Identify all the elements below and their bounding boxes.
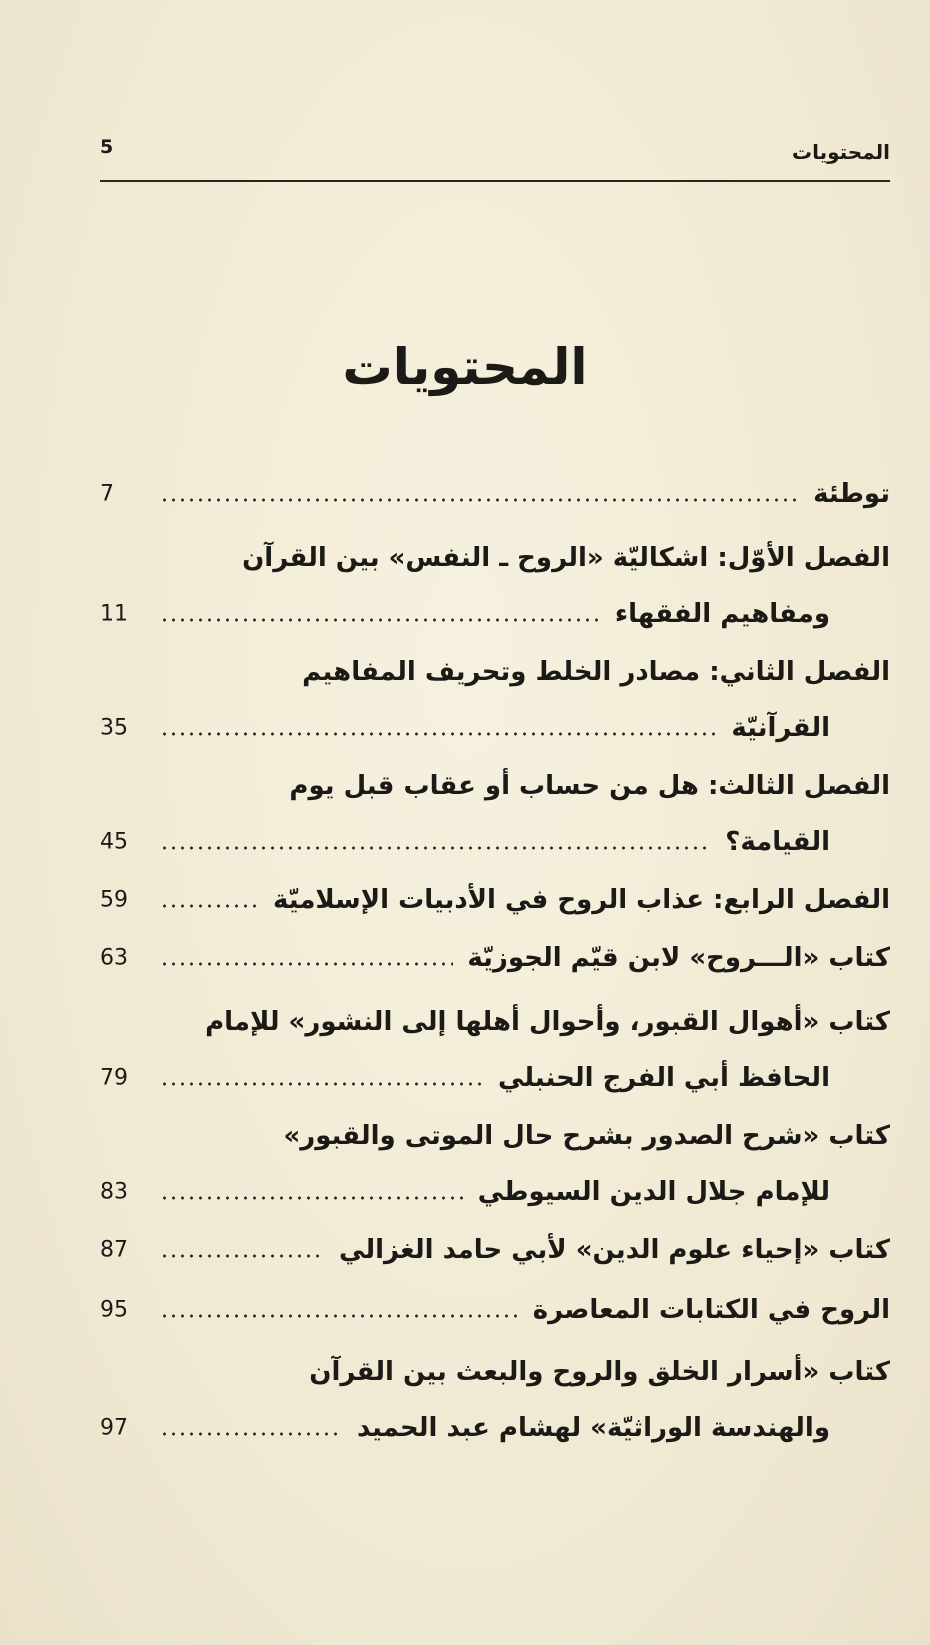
toc-entry-text-continued: للإمام جلال الدين السيوطي <box>477 1177 830 1207</box>
toc-page-number: 87 <box>100 1237 128 1263</box>
leader-dots <box>160 1254 325 1258</box>
toc-entry-text: الفصل الرابع: عذاب الروح في الأدبيات الإسلاميّة <box>272 885 890 915</box>
toc-page-number: 97 <box>100 1415 128 1441</box>
leader-dots <box>160 732 717 736</box>
leader-dots <box>160 846 711 850</box>
page-title: المحتويات <box>342 338 588 396</box>
toc-entry-text-continued: القيامة؟ <box>725 827 830 857</box>
toc-entry-text-continued: الحافظ أبي الفرج الحنبلي <box>497 1063 830 1093</box>
toc-entry <box>100 758 890 870</box>
toc-entry-text: الروح في الكتابات المعاصرة <box>532 1295 890 1325</box>
toc-page-number: 45 <box>100 829 128 855</box>
leader-dots <box>160 962 453 966</box>
leader-dots <box>160 1196 464 1200</box>
leader-dots <box>160 618 601 622</box>
running-header <box>100 128 890 182</box>
toc-entry <box>100 1282 890 1338</box>
toc-entry-text-continued: القرآنيّة <box>731 713 830 743</box>
toc-entry-text-continued: ومفاهيم الفقهاء <box>614 599 830 629</box>
toc-entry-text: كتاب «الـــروح» لابن قيّم الجوزيّة <box>467 943 890 973</box>
running-title: المحتويات <box>791 140 890 164</box>
toc-entry <box>100 930 890 986</box>
toc-entry <box>100 1222 890 1278</box>
toc-entry-text: كتاب «شرح الصدور بشرح حال الموتى والقبور» <box>283 1121 890 1151</box>
toc-page-number: 79 <box>100 1065 128 1091</box>
toc-page-number: 95 <box>100 1297 128 1323</box>
toc-entry-text: كتاب «أسرار الخلق والروح والبعث بين القرآن <box>309 1357 890 1387</box>
toc-entry-text: توطئة <box>813 479 890 509</box>
page-number: 5 <box>100 136 114 158</box>
toc-entry-text: الفصل الثاني: مصادر الخلط وتحريف المفاهيم <box>302 657 890 687</box>
toc-entry-text: الفصل الثالث: هل من حساب أو عقاب قبل يوم <box>289 771 890 801</box>
toc-entry-text: الفصل الأوّل: اشكاليّة «الروح ـ النفس» بين القرآن <box>242 543 890 573</box>
toc-entry <box>100 994 890 1106</box>
toc-page-number: 63 <box>100 945 128 971</box>
toc-entry <box>100 1344 890 1456</box>
leader-dots <box>160 498 799 502</box>
toc-entry <box>100 466 890 522</box>
toc-page-number: 7 <box>100 481 114 507</box>
toc-entry <box>100 872 890 928</box>
leader-dots <box>160 1082 484 1086</box>
toc-entry <box>100 1108 890 1220</box>
toc-page-number: 35 <box>100 715 128 741</box>
toc-entry <box>100 530 890 642</box>
toc-entry-text-continued: والهندسة الوراثيّة» لهشام عبد الحميد <box>356 1413 830 1443</box>
toc-entry-text: كتاب «أهوال القبور، وأحوال أهلها إلى النشور» للإمام <box>205 1007 890 1037</box>
toc-entry <box>100 644 890 756</box>
toc-entry-text: كتاب «إحياء علوم الدين» لأبي حامد الغزالي <box>339 1235 890 1265</box>
toc-page-number: 83 <box>100 1179 128 1205</box>
leader-dots <box>160 1432 343 1436</box>
toc-page-number: 11 <box>100 601 128 627</box>
leader-dots <box>160 904 259 908</box>
toc-page-number: 59 <box>100 887 128 913</box>
leader-dots <box>160 1314 519 1318</box>
